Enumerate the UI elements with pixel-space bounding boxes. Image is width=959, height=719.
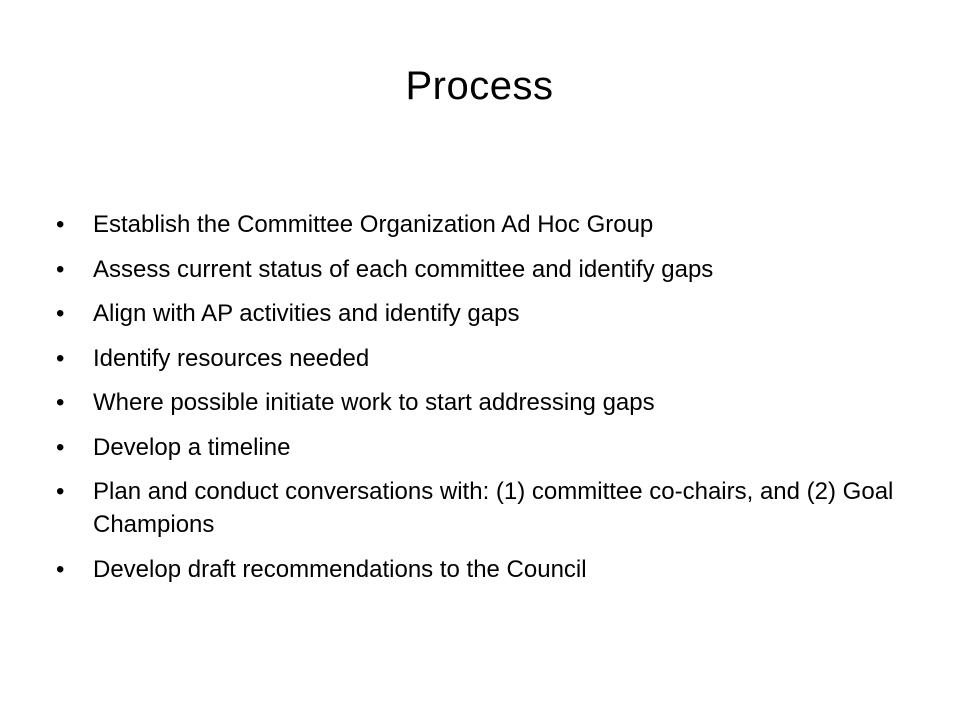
- slide-title: Process: [405, 64, 554, 108]
- bullet-icon: •: [56, 389, 65, 416]
- bullet-text: Assess current status of each committee and identify gaps: [93, 255, 714, 283]
- bullet-list: [56, 208, 916, 597]
- bullet-text: Identify resources needed: [93, 344, 370, 372]
- bullet-item: [56, 475, 916, 541]
- bullet-item: [56, 253, 916, 286]
- bullet-icon: •: [56, 433, 65, 461]
- bullet-icon: •: [56, 300, 65, 327]
- bullet-item: [56, 553, 916, 586]
- bullet-text: Develop draft recommendations to the Council: [93, 555, 587, 583]
- bullet-icon: •: [56, 478, 65, 505]
- bullet-icon: •: [56, 211, 65, 238]
- bullet-item: [56, 297, 916, 330]
- bullet-text: Where possible initiate work to start addressing gaps: [93, 389, 655, 416]
- bullet-text: Develop a timeline: [93, 433, 291, 461]
- bullet-item: [56, 342, 916, 375]
- bullet-text: Align with AP activities and identify gaps: [93, 300, 520, 327]
- bullet-item: [56, 431, 916, 464]
- bullet-item: [56, 386, 916, 419]
- bullet-text: Establish the Committee Organization Ad Hoc Group: [93, 211, 654, 238]
- bullet-text: Plan and conduct conversations with: (1) committee co-chairs, and (2) Goal Champions: [93, 478, 894, 538]
- bullet-icon: •: [56, 555, 65, 583]
- bullet-icon: •: [56, 255, 65, 283]
- bullet-icon: •: [56, 344, 65, 372]
- bullet-item: [56, 208, 916, 241]
